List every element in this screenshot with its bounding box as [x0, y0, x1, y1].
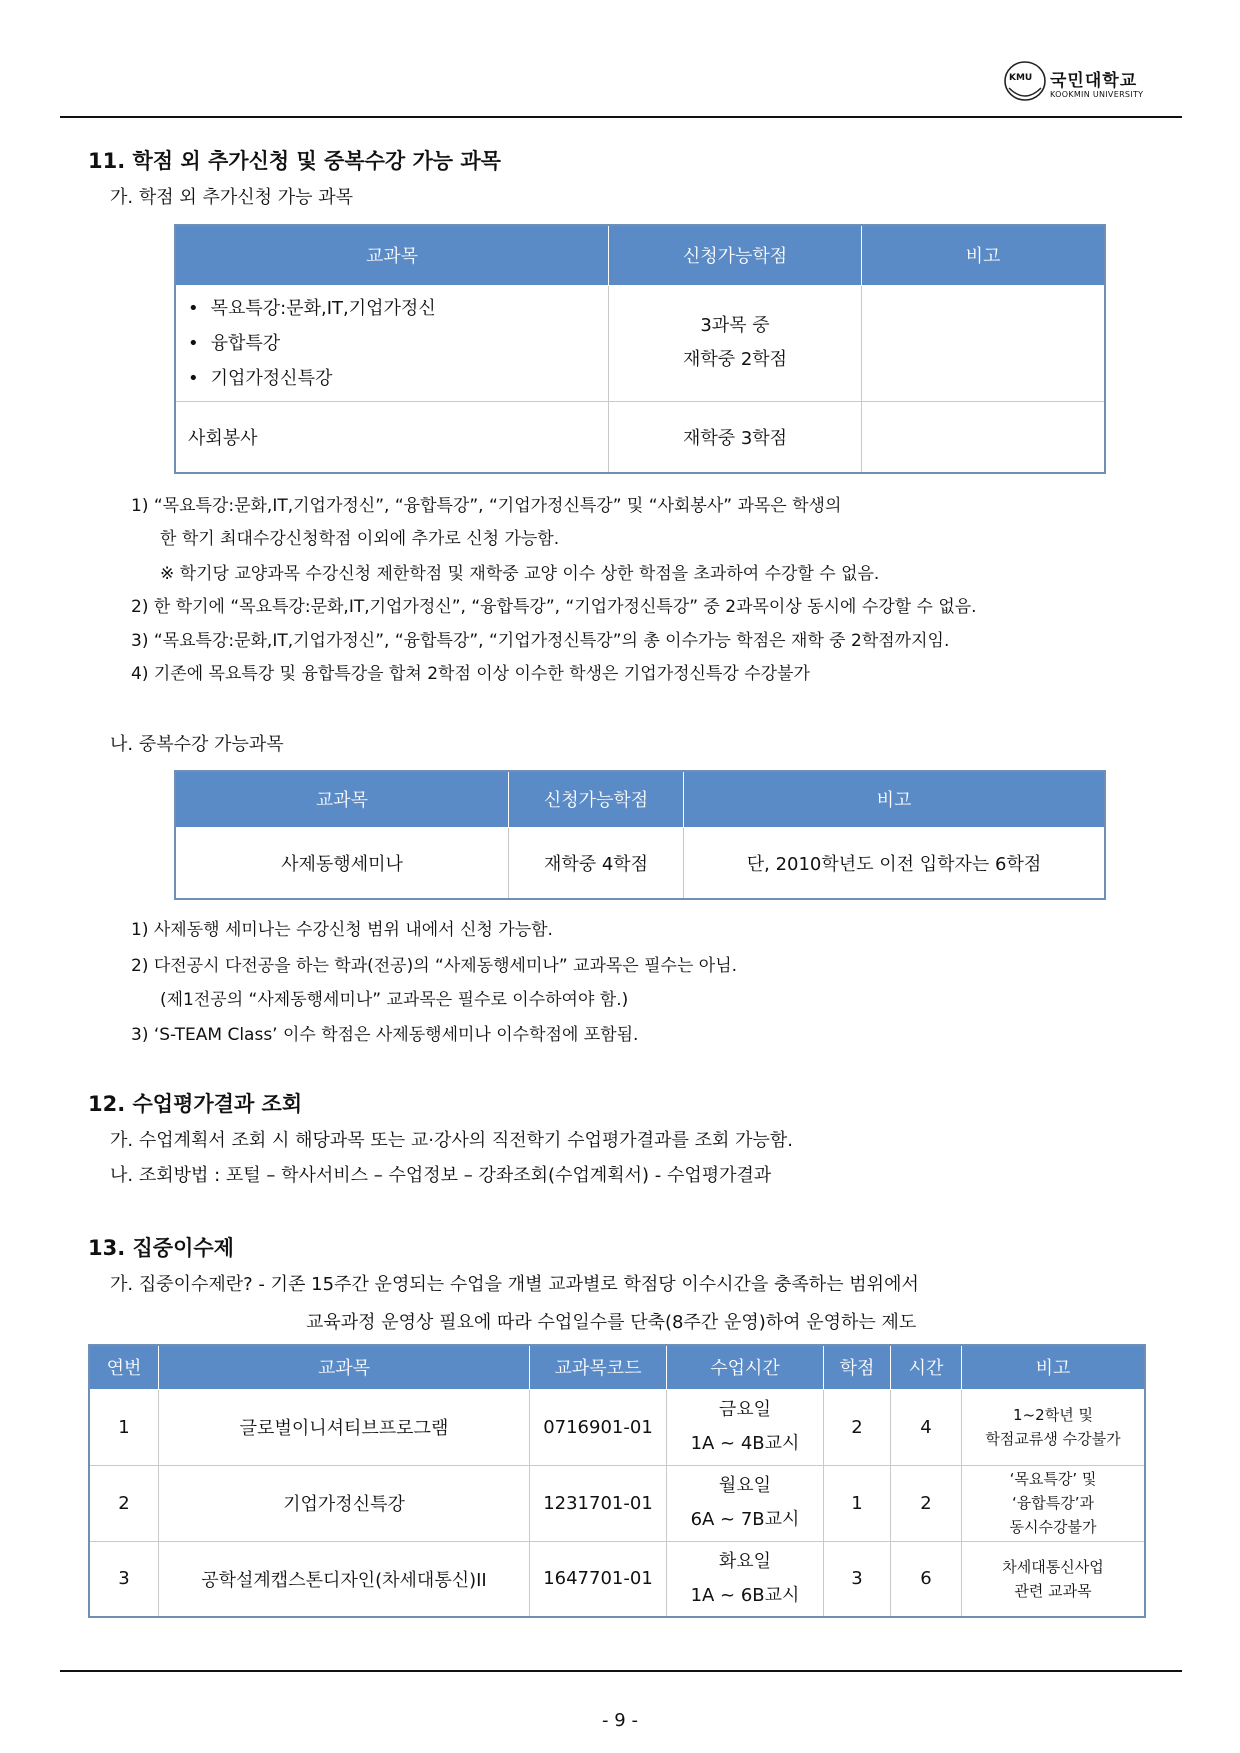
- class-day: 월요일: [718, 1475, 772, 1496]
- table-cell: 1: [824, 1465, 891, 1541]
- note-line: 3) ‘S-TEAM Class’ 이수 학점은 사제동행세미나 이수학점에 포함됨.: [131, 1025, 639, 1045]
- class-period: 6A ~ 7B교시: [690, 1509, 800, 1530]
- note-line: 차세대통신사업: [1002, 1557, 1104, 1576]
- table-header: 교과목: [175, 225, 609, 285]
- table-row: [89, 1465, 1145, 1541]
- table-cell: [962, 1541, 1146, 1617]
- note-line: 1~2학년 및: [1013, 1406, 1093, 1424]
- table-header: 비고: [962, 1345, 1146, 1389]
- note-line: 4) 기존에 목요특강 및 융합특강을 합쳐 2학점 이상 이수한 학생은 기업가정신특강 수강불가: [131, 664, 810, 684]
- table-cell: 6: [891, 1541, 962, 1617]
- note-line: 3) “목요특강:문화,IT,기업가정신”, “융합특강”, “기업가정신특강”의 총 이수가능 학점은 재학 중 2학점까지임.: [131, 631, 950, 651]
- table-header: 비고: [684, 771, 1106, 827]
- table-cell: [667, 1465, 824, 1541]
- table-cell: 2: [891, 1465, 962, 1541]
- intensive-course-table: [88, 1344, 1146, 1618]
- table-cell: 0716901-01: [530, 1389, 667, 1465]
- table-header: 비고: [862, 225, 1106, 285]
- section-13-title: 13. 집중이수제: [88, 1236, 234, 1260]
- table-cell: 4: [891, 1389, 962, 1465]
- table-cell: 2: [824, 1389, 891, 1465]
- note-line: 학점교류생 수강불가: [985, 1430, 1121, 1448]
- table-header: 교과목: [159, 1345, 530, 1389]
- list-item: • 기업가정신특강: [188, 361, 608, 396]
- note-line: 1) 사제동행 세미나는 수강신청 범위 내에서 신청 가능함.: [131, 920, 553, 940]
- note-line: ‘목요특강’ 및: [1009, 1470, 1097, 1488]
- table-cell: 1647701-01: [530, 1541, 667, 1617]
- table-cell: 공학설계캡스톤디자인(차세대통신)II: [159, 1541, 530, 1617]
- table-row: [89, 1389, 1145, 1465]
- table-cell: 재학중 3학점: [609, 401, 862, 473]
- table-cell: [175, 285, 609, 401]
- class-day: 화요일: [718, 1550, 772, 1572]
- section-12-line: 가. 수업계획서 조회 시 해당과목 또는 교·강사의 직전학기 수업평가결과를 조회 가능함.: [110, 1130, 793, 1151]
- note-line: 한 학기 최대수강신청학점 이외에 추가로 신청 가능함.: [160, 529, 560, 549]
- table-cell: 사제동행세미나: [175, 827, 509, 899]
- class-period: 1A ~ 4B교시: [690, 1433, 800, 1454]
- table-cell: [962, 1465, 1146, 1541]
- table-cell: 재학중 4학점: [509, 827, 684, 899]
- table-cell: 1: [89, 1389, 159, 1465]
- table-header: 연번: [89, 1345, 159, 1389]
- section-13-line: 가. 집중이수제란? - 기존 15주간 운영되는 수업을 개별 교과별로 학점당 이수시간을 충족하는 범위에서: [110, 1274, 919, 1295]
- note-line: 2) 다전공시 다전공을 하는 학과(전공)의 “사제동행세미나” 교과목은 필수는 아님.: [131, 956, 738, 976]
- table-cell: [962, 1389, 1146, 1465]
- note-line: ※ 학기당 교양과목 수강신청 제한학점 및 재학중 교양 이수 상한 학점을 초과하여 수강할 수 없음.: [160, 564, 880, 584]
- credit-line: 재학중 2학점: [682, 349, 788, 370]
- table-row: [89, 1541, 1145, 1617]
- table-header: 신청가능학점: [509, 771, 684, 827]
- table-header: 교과목코드: [530, 1345, 667, 1389]
- note-line: ‘융합특강’과: [1012, 1494, 1094, 1512]
- class-period: 1A ~ 6B교시: [690, 1584, 800, 1606]
- header-rule: [60, 116, 1182, 118]
- logo-english: KOOKMIN UNIVERSITY: [1050, 90, 1144, 99]
- section-11a-heading: 가. 학점 외 추가신청 가능 과목: [110, 187, 353, 208]
- section-11b-heading: 나. 중복수강 가능과목: [110, 734, 284, 755]
- table-cell: 기업가정신특강: [159, 1465, 530, 1541]
- table-header: 시간: [891, 1345, 962, 1389]
- table-cell: 3: [89, 1541, 159, 1617]
- table-cell: 3: [824, 1541, 891, 1617]
- page-number: - 9 -: [602, 1710, 638, 1731]
- note-line: (제1전공의 “사제동행세미나” 교과목은 필수로 이수하여야 함.): [160, 990, 629, 1010]
- table-cell: [667, 1389, 824, 1465]
- section-12-title: 12. 수업평가결과 조회: [88, 1092, 303, 1116]
- table-cell: 사회봉사: [175, 401, 609, 473]
- table-cell: 단, 2010학년도 이전 입학자는 6학점: [684, 827, 1106, 899]
- table-header: 수업시간: [667, 1345, 824, 1389]
- duplicate-course-table: [174, 770, 1106, 900]
- class-day: 금요일: [718, 1399, 772, 1420]
- table-cell: 1231701-01: [530, 1465, 667, 1541]
- table-cell: 글로벌이니셔티브프로그램: [159, 1389, 530, 1465]
- logo-korean: 국민대학교: [1050, 71, 1138, 91]
- logo-badge: KMU: [1009, 73, 1033, 83]
- table-header: 신청가능학점: [609, 225, 862, 285]
- list-item: • 융합특강: [188, 326, 608, 361]
- section-12-line: 나. 조회방법 : 포털 – 학사서비스 – 수업정보 – 강좌조회(수업계획서) - 수업평가결과: [110, 1165, 772, 1186]
- note-line: 동시수강불가: [1009, 1518, 1097, 1536]
- credit-line: 3과목 중: [700, 315, 770, 336]
- section-13-line: 교육과정 운영상 필요에 따라 수업일수를 단축(8주간 운영)하여 운영하는 제도: [306, 1312, 917, 1333]
- table-cell: [609, 285, 862, 401]
- note-line: 관련 교과목: [1014, 1581, 1092, 1600]
- note-line: 2) 한 학기에 “목요특강:문화,IT,기업가정신”, “융합특강”, “기업가정신특강” 중 2과목이상 동시에 수강할 수 없음.: [131, 597, 977, 617]
- footer-rule: [60, 1670, 1182, 1672]
- table-cell: [862, 285, 1106, 401]
- extra-credit-table: [174, 224, 1106, 474]
- table-cell: 2: [89, 1465, 159, 1541]
- list-item: • 목요특강:문화,IT,기업가정신: [188, 291, 608, 326]
- section-11-title: 11. 학점 외 추가신청 및 중복수강 가능 과목: [88, 149, 501, 173]
- table-header: 학점: [824, 1345, 891, 1389]
- note-line: 1) “목요특강:문화,IT,기업가정신”, “융합특강”, “기업가정신특강” 및 “사회봉사” 과목은 학생의: [131, 496, 842, 516]
- table-cell: [862, 401, 1106, 473]
- table-header: 교과목: [175, 771, 509, 827]
- table-cell: [667, 1541, 824, 1617]
